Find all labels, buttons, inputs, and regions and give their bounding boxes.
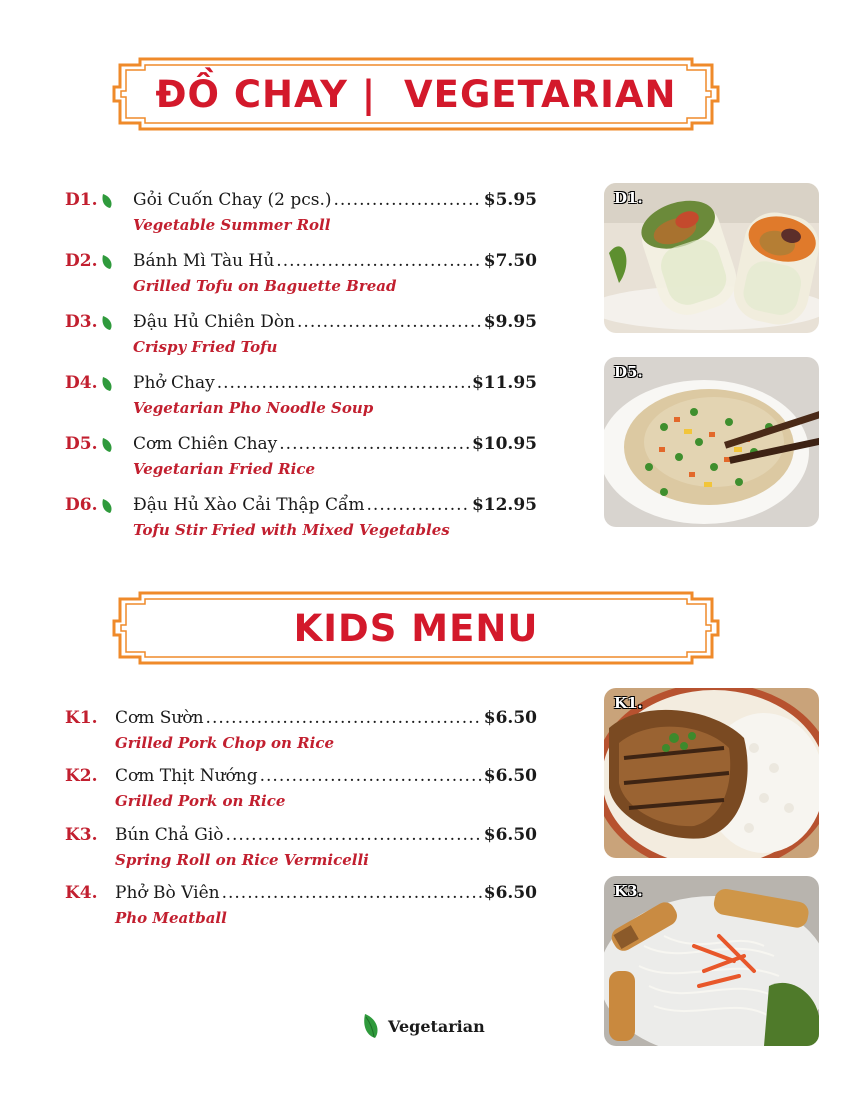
item-line: [133, 495, 537, 517]
item-description: Pho Meatball: [115, 909, 227, 927]
photo-label: D5.: [614, 363, 643, 381]
leader-dots: [260, 766, 482, 786]
item-description: Grilled Pork on Rice: [115, 792, 286, 810]
item-description: Grilled Pork Chop on Rice: [115, 734, 334, 752]
photo-d5-fried-rice: [604, 357, 819, 527]
leaf-icon: [101, 254, 113, 270]
item-code: D2.: [65, 251, 98, 271]
item-name: Bún Chả Giò: [115, 825, 224, 845]
leader-dots: [333, 190, 481, 210]
item-line: [133, 251, 537, 273]
photo-k1-pork-chop-rice: [604, 688, 819, 858]
kids-banner: [110, 591, 722, 665]
item-name: Cơm Sườn: [115, 708, 204, 728]
item-price: $7.50: [483, 251, 537, 271]
item-code: K3.: [65, 825, 98, 845]
leaf-icon: [101, 315, 113, 331]
vegetarian-legend: [362, 1013, 485, 1039]
leaf-icon: [362, 1013, 380, 1039]
leaf-icon: [101, 498, 113, 514]
item-code: D3.: [65, 312, 98, 332]
leader-dots: [276, 251, 481, 271]
item-price: $12.95: [471, 495, 537, 515]
item-name: Bánh Mì Tàu Hủ: [133, 251, 275, 271]
leader-dots: [279, 434, 470, 454]
item-description: Tofu Stir Fried with Mixed Vegetables: [133, 521, 450, 539]
item-name: Phở Chay: [133, 373, 215, 393]
item-line: [133, 373, 537, 395]
item-price: $6.50: [483, 766, 537, 786]
item-code: K2.: [65, 766, 98, 786]
item-line: [115, 766, 537, 788]
leaf-icon: [101, 376, 113, 392]
item-price: $5.95: [483, 190, 537, 210]
leader-dots: [206, 708, 482, 728]
photo-label: D1.: [614, 189, 643, 207]
item-description: Grilled Tofu on Baguette Bread: [133, 277, 397, 295]
vegetarian-section-title: ĐỒ CHAY | VEGETARIAN: [155, 72, 677, 116]
item-description: Vegetable Summer Roll: [133, 216, 331, 234]
item-line: [115, 708, 537, 730]
leaf-icon: [101, 437, 113, 453]
item-name: Phở Bò Viên: [115, 883, 220, 903]
item-line: [133, 190, 537, 212]
item-code: K4.: [65, 883, 98, 903]
item-code: D1.: [65, 190, 98, 210]
photo-label: K3.: [614, 882, 643, 900]
leader-dots: [217, 373, 470, 393]
photo-k3-spring-roll-vermicelli: [604, 876, 819, 1046]
leader-dots: [297, 312, 482, 332]
item-price: $6.50: [483, 883, 537, 903]
photo-d1-summer-roll: [604, 183, 819, 333]
legend-label: Vegetarian: [388, 1016, 485, 1036]
spring-roll-vermicelli-image: [604, 876, 819, 1046]
item-price: $10.95: [471, 434, 537, 454]
item-line: [133, 312, 537, 334]
item-code: K1.: [65, 708, 98, 728]
pork-chop-rice-image: [604, 688, 819, 858]
leader-dots: [222, 883, 482, 903]
leader-dots: [226, 825, 482, 845]
item-description: Vegetarian Fried Rice: [133, 460, 316, 478]
item-line: [133, 434, 537, 456]
item-name: Đậu Hủ Xào Cải Thập Cẩm: [133, 495, 365, 515]
item-code: D4.: [65, 373, 98, 393]
item-code: D5.: [65, 434, 98, 454]
item-description: Vegetarian Pho Noodle Soup: [133, 399, 374, 417]
item-name: Gỏi Cuốn Chay (2 pcs.): [133, 190, 332, 210]
item-code: D6.: [65, 495, 98, 515]
item-price: $9.95: [483, 312, 537, 332]
item-price: $6.50: [483, 825, 537, 845]
photo-label: K1.: [614, 694, 643, 712]
item-description: Crispy Fried Tofu: [133, 338, 278, 356]
item-name: Cơm Thịt Nướng: [115, 766, 258, 786]
kids-section-title: KIDS MENU: [293, 606, 539, 650]
leaf-icon: [101, 193, 113, 209]
item-price: $6.50: [483, 708, 537, 728]
item-description: Spring Roll on Rice Vermicelli: [115, 851, 369, 869]
item-price: $11.95: [471, 373, 537, 393]
fried-rice-image: [604, 357, 819, 527]
item-line: [115, 825, 537, 847]
item-name: Cơm Chiên Chay: [133, 434, 278, 454]
item-name: Đậu Hủ Chiên Dòn: [133, 312, 296, 332]
vegetarian-banner: [110, 57, 722, 131]
item-line: [115, 883, 537, 905]
leader-dots: [367, 495, 470, 515]
